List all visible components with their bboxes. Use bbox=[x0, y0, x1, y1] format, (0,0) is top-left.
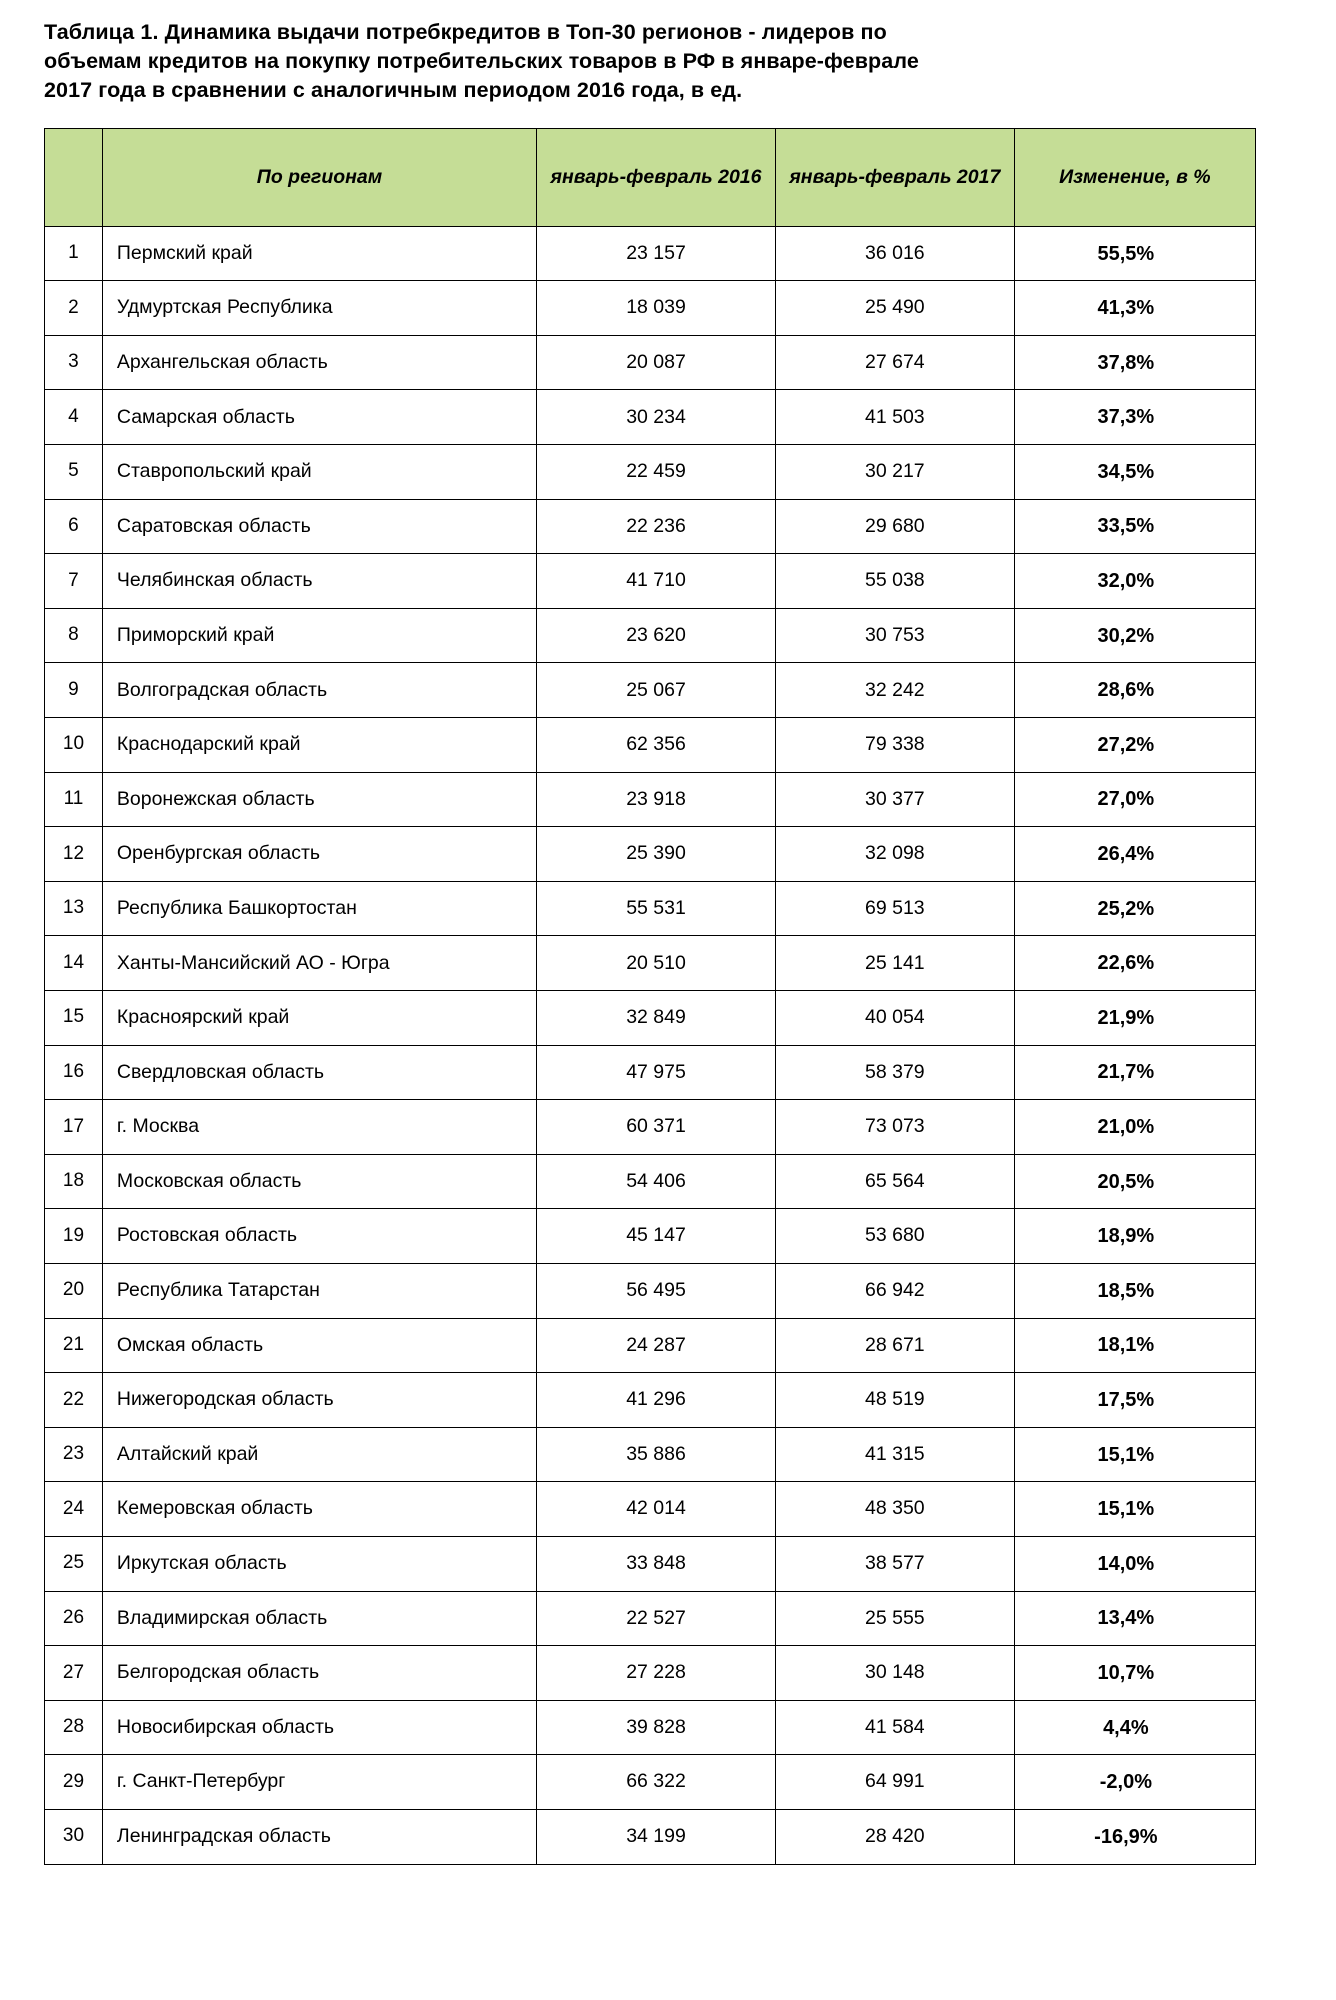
cell-region: Алтайский край bbox=[102, 1427, 536, 1482]
cell-change: 27,0% bbox=[1014, 772, 1255, 827]
table-row bbox=[45, 991, 1256, 1046]
cell-2017: 25 555 bbox=[775, 1591, 1014, 1646]
cell-2016: 25 390 bbox=[537, 827, 776, 882]
cell-region: Владимирская область bbox=[102, 1591, 536, 1646]
table-row bbox=[45, 554, 1256, 609]
cell-index: 7 bbox=[45, 554, 103, 609]
cell-region: Архангельская область bbox=[102, 335, 536, 390]
table-row bbox=[45, 1591, 1256, 1646]
cell-index: 23 bbox=[45, 1427, 103, 1482]
table-row bbox=[45, 1700, 1256, 1755]
cell-region: Свердловская область bbox=[102, 1045, 536, 1100]
cell-region: г. Москва bbox=[102, 1100, 536, 1155]
table-row bbox=[45, 663, 1256, 718]
cell-2017: 30 377 bbox=[775, 772, 1014, 827]
cell-2017: 53 680 bbox=[775, 1209, 1014, 1264]
table-row bbox=[45, 1318, 1256, 1373]
cell-2017: 65 564 bbox=[775, 1154, 1014, 1209]
cell-2017: 28 671 bbox=[775, 1318, 1014, 1373]
table-row bbox=[45, 827, 1256, 882]
cell-region: Новосибирская область bbox=[102, 1700, 536, 1755]
cell-region: Омская область bbox=[102, 1318, 536, 1373]
cell-index: 8 bbox=[45, 608, 103, 663]
cell-2017: 41 503 bbox=[775, 390, 1014, 445]
cell-region: Ростовская область bbox=[102, 1209, 536, 1264]
cell-change: 10,7% bbox=[1014, 1646, 1255, 1701]
cell-2016: 18 039 bbox=[537, 281, 776, 336]
table-row bbox=[45, 1263, 1256, 1318]
cell-region: Ленинградская область bbox=[102, 1809, 536, 1864]
cell-2017: 27 674 bbox=[775, 335, 1014, 390]
cell-2017: 30 148 bbox=[775, 1646, 1014, 1701]
cell-change: 37,3% bbox=[1014, 390, 1255, 445]
table-caption bbox=[44, 18, 1300, 106]
cell-index: 19 bbox=[45, 1209, 103, 1264]
cell-index: 18 bbox=[45, 1154, 103, 1209]
cell-change: -2,0% bbox=[1014, 1755, 1255, 1810]
cell-change: 20,5% bbox=[1014, 1154, 1255, 1209]
cell-change: 27,2% bbox=[1014, 718, 1255, 773]
cell-2016: 20 087 bbox=[537, 335, 776, 390]
cell-change: 28,6% bbox=[1014, 663, 1255, 718]
table-row bbox=[45, 1154, 1256, 1209]
cell-2016: 42 014 bbox=[537, 1482, 776, 1537]
cell-change: 25,2% bbox=[1014, 881, 1255, 936]
table-header-row bbox=[45, 128, 1256, 226]
cell-index: 4 bbox=[45, 390, 103, 445]
table-row bbox=[45, 1100, 1256, 1155]
cell-region: Ханты-Мансийский АО - Югра bbox=[102, 936, 536, 991]
cell-index: 11 bbox=[45, 772, 103, 827]
table-row bbox=[45, 390, 1256, 445]
cell-index: 15 bbox=[45, 991, 103, 1046]
cell-2017: 73 073 bbox=[775, 1100, 1014, 1155]
cell-index: 6 bbox=[45, 499, 103, 554]
cell-index: 30 bbox=[45, 1809, 103, 1864]
cell-change: 17,5% bbox=[1014, 1373, 1255, 1428]
cell-2016: 27 228 bbox=[537, 1646, 776, 1701]
cell-index: 21 bbox=[45, 1318, 103, 1373]
cell-2017: 25 490 bbox=[775, 281, 1014, 336]
cell-2017: 79 338 bbox=[775, 718, 1014, 773]
cell-change: 22,6% bbox=[1014, 936, 1255, 991]
cell-2017: 28 420 bbox=[775, 1809, 1014, 1864]
cell-2016: 45 147 bbox=[537, 1209, 776, 1264]
cell-region: Московская область bbox=[102, 1154, 536, 1209]
cell-index: 26 bbox=[45, 1591, 103, 1646]
cell-2016: 62 356 bbox=[537, 718, 776, 773]
cell-index: 22 bbox=[45, 1373, 103, 1428]
cell-change: 41,3% bbox=[1014, 281, 1255, 336]
cell-region: Приморский край bbox=[102, 608, 536, 663]
cell-index: 24 bbox=[45, 1482, 103, 1537]
cell-change: 26,4% bbox=[1014, 827, 1255, 882]
table-row bbox=[45, 772, 1256, 827]
cell-2017: 48 519 bbox=[775, 1373, 1014, 1428]
cell-2016: 24 287 bbox=[537, 1318, 776, 1373]
cell-2017: 29 680 bbox=[775, 499, 1014, 554]
cell-2017: 32 242 bbox=[775, 663, 1014, 718]
table-row bbox=[45, 1646, 1256, 1701]
cell-region: Челябинская область bbox=[102, 554, 536, 609]
cell-change: 34,5% bbox=[1014, 445, 1255, 500]
cell-region: Оренбургская область bbox=[102, 827, 536, 882]
cell-region: Красноярский край bbox=[102, 991, 536, 1046]
cell-change: 21,0% bbox=[1014, 1100, 1255, 1155]
cell-2017: 48 350 bbox=[775, 1482, 1014, 1537]
caption-line-1: Таблица 1. Динамика выдачи потребкредитов в Топ-30 регионов - лидеров по bbox=[44, 20, 887, 44]
cell-2016: 30 234 bbox=[537, 390, 776, 445]
cell-2017: 69 513 bbox=[775, 881, 1014, 936]
cell-region: Саратовская область bbox=[102, 499, 536, 554]
cell-change: 15,1% bbox=[1014, 1427, 1255, 1482]
column-header-2016: январь-февраль 2016 bbox=[537, 128, 776, 226]
cell-index: 10 bbox=[45, 718, 103, 773]
cell-2016: 23 157 bbox=[537, 226, 776, 281]
table-row bbox=[45, 335, 1256, 390]
cell-index: 9 bbox=[45, 663, 103, 718]
table-row bbox=[45, 1482, 1256, 1537]
cell-2016: 34 199 bbox=[537, 1809, 776, 1864]
cell-change: 13,4% bbox=[1014, 1591, 1255, 1646]
cell-change: 4,4% bbox=[1014, 1700, 1255, 1755]
cell-index: 16 bbox=[45, 1045, 103, 1100]
cell-change: 15,1% bbox=[1014, 1482, 1255, 1537]
cell-index: 2 bbox=[45, 281, 103, 336]
cell-2016: 47 975 bbox=[537, 1045, 776, 1100]
cell-region: Кемеровская область bbox=[102, 1482, 536, 1537]
table-row bbox=[45, 936, 1256, 991]
table-row bbox=[45, 1209, 1256, 1264]
cell-change: 55,5% bbox=[1014, 226, 1255, 281]
cell-2017: 40 054 bbox=[775, 991, 1014, 1046]
cell-region: Воронежская область bbox=[102, 772, 536, 827]
cell-region: Пермский край bbox=[102, 226, 536, 281]
cell-index: 29 bbox=[45, 1755, 103, 1810]
cell-region: Ставропольский край bbox=[102, 445, 536, 500]
cell-2016: 22 236 bbox=[537, 499, 776, 554]
cell-change: 37,8% bbox=[1014, 335, 1255, 390]
cell-index: 1 bbox=[45, 226, 103, 281]
credits-table bbox=[44, 128, 1256, 1865]
table-row bbox=[45, 445, 1256, 500]
cell-region: Иркутская область bbox=[102, 1536, 536, 1591]
cell-region: Республика Татарстан bbox=[102, 1263, 536, 1318]
cell-2016: 32 849 bbox=[537, 991, 776, 1046]
cell-2016: 22 527 bbox=[537, 1591, 776, 1646]
caption-line-3: 2017 года в сравнении с аналогичным периодом 2016 года, в ед. bbox=[44, 78, 743, 103]
cell-index: 3 bbox=[45, 335, 103, 390]
cell-change: 18,5% bbox=[1014, 1263, 1255, 1318]
cell-region: г. Санкт-Петербург bbox=[102, 1755, 536, 1810]
cell-2016: 25 067 bbox=[537, 663, 776, 718]
cell-change: 30,2% bbox=[1014, 608, 1255, 663]
table-row bbox=[45, 881, 1256, 936]
cell-2016: 41 710 bbox=[537, 554, 776, 609]
cell-2016: 54 406 bbox=[537, 1154, 776, 1209]
cell-2017: 38 577 bbox=[775, 1536, 1014, 1591]
table-row bbox=[45, 1373, 1256, 1428]
cell-2016: 56 495 bbox=[537, 1263, 776, 1318]
cell-change: 33,5% bbox=[1014, 499, 1255, 554]
cell-index: 27 bbox=[45, 1646, 103, 1701]
cell-change: 21,9% bbox=[1014, 991, 1255, 1046]
column-header-index bbox=[45, 128, 103, 226]
cell-2017: 66 942 bbox=[775, 1263, 1014, 1318]
cell-2017: 30 217 bbox=[775, 445, 1014, 500]
cell-region: Краснодарский край bbox=[102, 718, 536, 773]
table-row bbox=[45, 1045, 1256, 1100]
table-row bbox=[45, 499, 1256, 554]
table-row bbox=[45, 1809, 1256, 1864]
cell-index: 13 bbox=[45, 881, 103, 936]
cell-region: Белгородская область bbox=[102, 1646, 536, 1701]
cell-change: 18,1% bbox=[1014, 1318, 1255, 1373]
cell-2016: 66 322 bbox=[537, 1755, 776, 1810]
cell-2016: 23 620 bbox=[537, 608, 776, 663]
cell-change: 14,0% bbox=[1014, 1536, 1255, 1591]
cell-region: Республика Башкортостан bbox=[102, 881, 536, 936]
cell-2017: 25 141 bbox=[775, 936, 1014, 991]
cell-2017: 41 584 bbox=[775, 1700, 1014, 1755]
table-row bbox=[45, 1427, 1256, 1482]
cell-index: 14 bbox=[45, 936, 103, 991]
cell-2017: 30 753 bbox=[775, 608, 1014, 663]
cell-region: Волгоградская область bbox=[102, 663, 536, 718]
cell-2016: 55 531 bbox=[537, 881, 776, 936]
cell-2017: 41 315 bbox=[775, 1427, 1014, 1482]
caption-line-2: объемам кредитов на покупку потребительских товаров в РФ в январе-феврале bbox=[44, 49, 919, 74]
cell-2016: 22 459 bbox=[537, 445, 776, 500]
cell-2016: 20 510 bbox=[537, 936, 776, 991]
cell-2017: 32 098 bbox=[775, 827, 1014, 882]
table-body bbox=[45, 226, 1256, 1864]
column-header-change: Изменение, в % bbox=[1014, 128, 1255, 226]
cell-2016: 39 828 bbox=[537, 1700, 776, 1755]
column-header-2017: январь-февраль 2017 bbox=[775, 128, 1014, 226]
cell-index: 28 bbox=[45, 1700, 103, 1755]
cell-index: 5 bbox=[45, 445, 103, 500]
cell-change: 32,0% bbox=[1014, 554, 1255, 609]
cell-2016: 41 296 bbox=[537, 1373, 776, 1428]
table-row bbox=[45, 1755, 1256, 1810]
cell-2016: 35 886 bbox=[537, 1427, 776, 1482]
cell-index: 17 bbox=[45, 1100, 103, 1155]
cell-region: Самарская область bbox=[102, 390, 536, 445]
cell-region: Нижегородская область bbox=[102, 1373, 536, 1428]
cell-2016: 33 848 bbox=[537, 1536, 776, 1591]
cell-change: 21,7% bbox=[1014, 1045, 1255, 1100]
cell-2017: 55 038 bbox=[775, 554, 1014, 609]
column-header-region: По регионам bbox=[102, 128, 536, 226]
cell-2016: 23 918 bbox=[537, 772, 776, 827]
cell-2017: 64 991 bbox=[775, 1755, 1014, 1810]
cell-2016: 60 371 bbox=[537, 1100, 776, 1155]
cell-index: 20 bbox=[45, 1263, 103, 1318]
cell-2017: 58 379 bbox=[775, 1045, 1014, 1100]
table-row bbox=[45, 608, 1256, 663]
table-row bbox=[45, 718, 1256, 773]
table-row bbox=[45, 226, 1256, 281]
table-head bbox=[45, 128, 1256, 226]
cell-change: 18,9% bbox=[1014, 1209, 1255, 1264]
table-row bbox=[45, 1536, 1256, 1591]
table-row bbox=[45, 281, 1256, 336]
cell-index: 12 bbox=[45, 827, 103, 882]
cell-index: 25 bbox=[45, 1536, 103, 1591]
cell-change: -16,9% bbox=[1014, 1809, 1255, 1864]
cell-region: Удмуртская Республика bbox=[102, 281, 536, 336]
cell-2017: 36 016 bbox=[775, 226, 1014, 281]
